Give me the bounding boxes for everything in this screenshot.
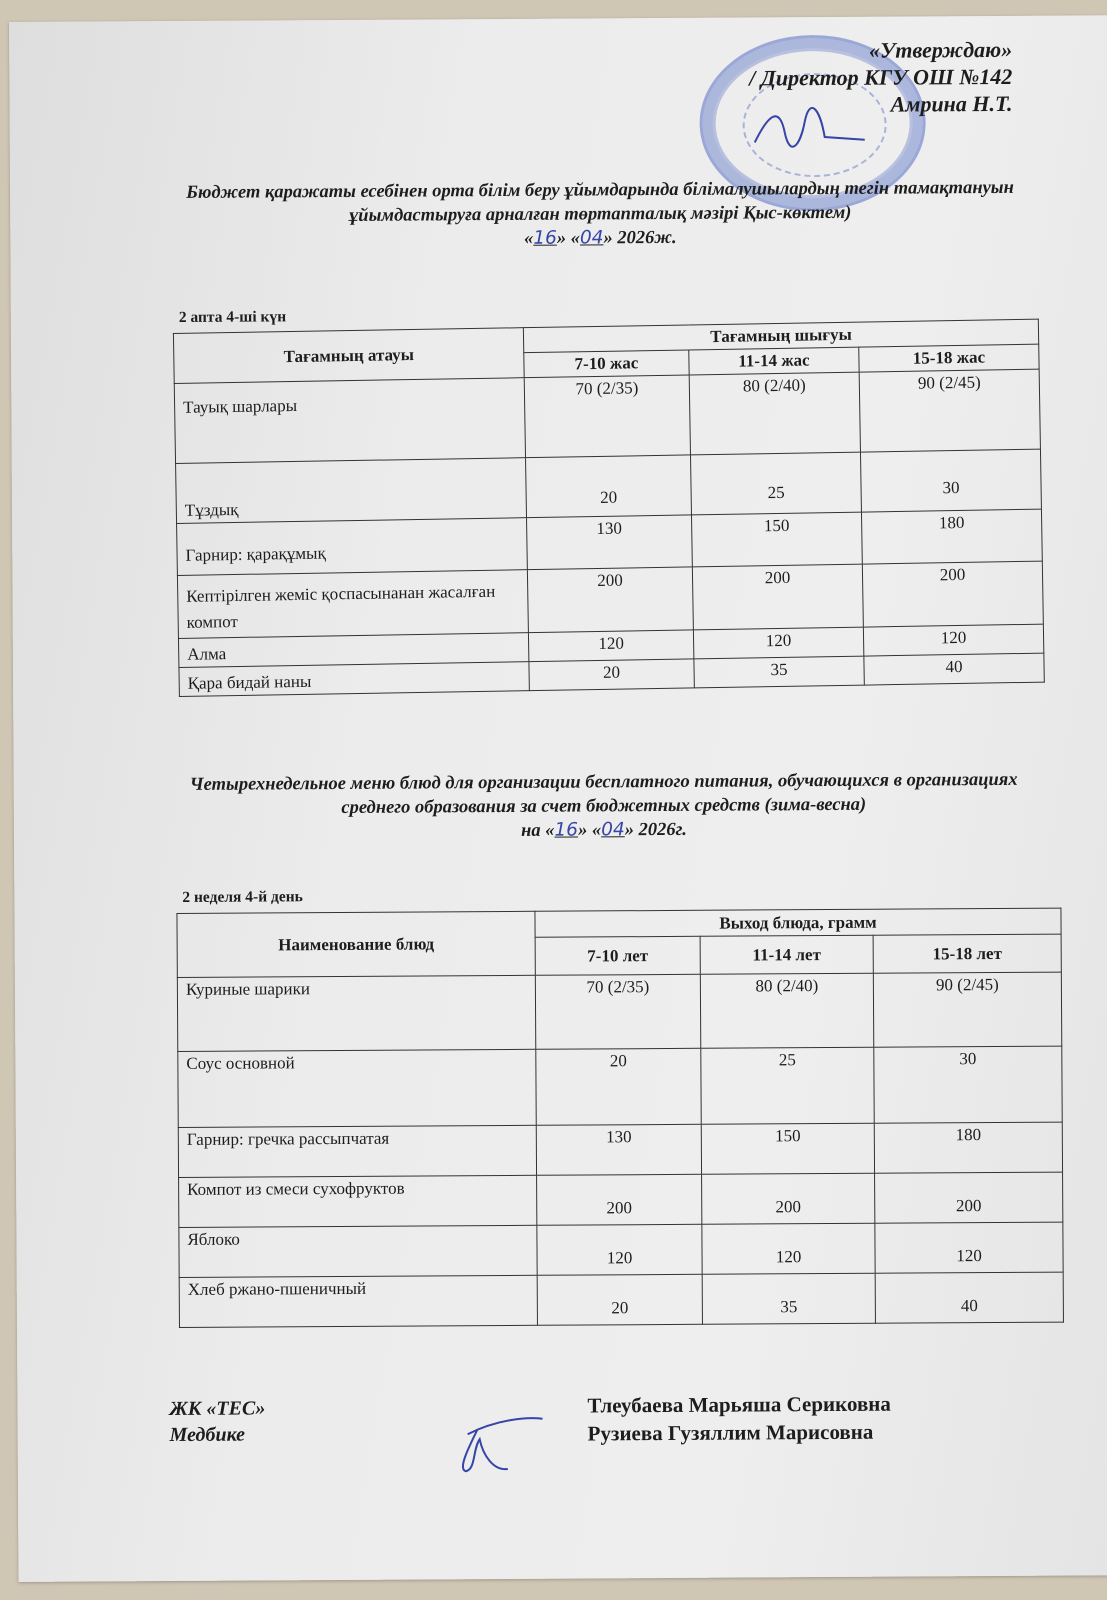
dish-name: Қара бидай наны — [179, 662, 529, 697]
dish-value: 130 — [527, 515, 693, 570]
kz-title-text: Бюджет қаражаты есебінен орта білім беру ұйымдарында білімалушылардың тегін тамақтануын ұйымдастыруға арналған төртапталық мәзірі Қыс-көктем) — [186, 177, 1014, 226]
date-suffix: » 2026ж. — [603, 227, 677, 249]
kz-col-header: 7-10 жас — [524, 350, 689, 378]
dish-name: Алма — [178, 633, 528, 668]
ru-name-header: Наименование блюд — [177, 911, 535, 977]
signatory-name: Рузиева Гузяллим Марисовна — [587, 1419, 874, 1446]
dish-value: 80 (2/40) — [700, 973, 873, 1048]
dish-value: 200 — [527, 567, 693, 633]
date-prefix: на « — [521, 820, 555, 841]
ru-date-line — [164, 816, 1044, 845]
dish-value: 80 (2/40) — [689, 372, 860, 455]
kz-date-month: 04 — [579, 227, 604, 249]
dish-value: 25 — [690, 452, 861, 515]
dish-value: 120 — [537, 1224, 702, 1275]
kz-date-day: 16 — [533, 227, 557, 249]
signatory-name: Тлеубаева Марьяша Сериковна — [587, 1391, 891, 1418]
dish-value: 35 — [702, 1273, 875, 1324]
dish-name: Хлеб ржано-пшеничный — [179, 1275, 537, 1327]
dish-name: Кептірілген жеміс қоспасынанан жасалған компот — [177, 570, 528, 639]
ru-col-header: 15-18 лет — [873, 934, 1061, 973]
ru-date-day: 16 — [554, 819, 579, 841]
dish-name: Куриные шарики — [177, 975, 535, 1051]
kz-name-header: Тағамның атауы — [173, 328, 524, 384]
ru-col-header: 11-14 лет — [700, 935, 873, 974]
dish-value: 200 — [537, 1174, 702, 1225]
ru-menu-title — [164, 768, 1044, 845]
dish-value: 130 — [536, 1124, 701, 1175]
approval-name: Амрина Н.Т. — [890, 90, 1013, 117]
dish-value: 120 — [528, 630, 693, 662]
dish-value: 20 — [537, 1274, 702, 1325]
dish-value: 200 — [875, 1172, 1063, 1223]
dish-value: 25 — [701, 1047, 874, 1124]
ru-col-header: 7-10 лет — [535, 936, 700, 975]
ru-day-label: 2 неделя 4-й день — [182, 888, 303, 906]
footer-organization — [169, 1395, 265, 1448]
dish-value: 40 — [864, 653, 1044, 685]
kz-group-header: Тағамның шығуы — [523, 319, 1038, 353]
date-prefix: « — [523, 228, 534, 249]
dish-name: Яблоко — [179, 1225, 537, 1277]
dish-value: 180 — [874, 1122, 1062, 1173]
ru-title-text: Четырехнедельное меню блюд для организации бесплатного питания, обучающихся в организациях среднего образования за счет бюджетных средств (зима-весна) — [189, 769, 1018, 818]
dish-value: 120 — [693, 627, 863, 659]
dish-value: 150 — [691, 512, 862, 567]
nurse-label: Медбике — [169, 1423, 246, 1447]
date-mid: » « — [577, 820, 602, 841]
date-suffix: » 2026г. — [624, 819, 687, 841]
approval-position: / Директор КГУ ОШ №142 — [749, 63, 1013, 91]
ru-group-header: Выход блюда, грамм — [535, 908, 1061, 937]
table-row — [179, 1222, 1063, 1277]
dish-value: 20 — [536, 1048, 701, 1125]
kz-col-header: 15-18 жас — [859, 344, 1039, 372]
dish-name: Гарнир: қарақұмық — [177, 518, 528, 576]
dish-value: 70 (2/35) — [524, 375, 690, 458]
dish-value: 40 — [875, 1272, 1063, 1323]
director-signature-icon — [750, 102, 870, 153]
dish-value: 200 — [862, 561, 1043, 627]
kz-menu-table — [173, 319, 1045, 697]
ru-date-month: 04 — [601, 819, 625, 841]
dish-value: 180 — [861, 509, 1042, 564]
table-row — [178, 1046, 1062, 1127]
kz-col-header: 11-14 жас — [689, 347, 859, 375]
nurse-signature-icon — [437, 1409, 547, 1480]
dish-value: 35 — [694, 656, 864, 688]
dish-value: 200 — [692, 564, 863, 630]
dish-value: 30 — [860, 449, 1041, 512]
table-row — [179, 1272, 1063, 1327]
dish-value: 120 — [875, 1222, 1063, 1273]
dish-value: 120 — [702, 1223, 875, 1274]
kz-menu-title — [160, 176, 1040, 253]
dish-value: 90 (2/45) — [859, 369, 1040, 452]
table-row — [177, 972, 1061, 1051]
table-row — [178, 1122, 1062, 1177]
dish-value: 70 (2/35) — [535, 974, 700, 1049]
kz-day-label: 2 апта 4-ші күн — [178, 308, 287, 326]
document-page — [9, 15, 1107, 1582]
dish-value: 120 — [863, 624, 1043, 656]
organization-name: ЖК «ТЕС» — [169, 1397, 266, 1421]
dish-value: 30 — [874, 1046, 1062, 1123]
dish-name: Гарнир: гречка рассыпчатая — [178, 1125, 536, 1177]
ru-menu-table — [176, 908, 1064, 1328]
dish-name: Тұздық — [176, 458, 527, 524]
dish-value: 200 — [702, 1173, 875, 1224]
dish-value: 20 — [526, 455, 692, 518]
footer-signatories — [587, 1390, 891, 1448]
date-mid: » « — [556, 228, 581, 249]
approval-heading: «Утверждаю» — [868, 36, 1013, 63]
dish-value: 90 (2/45) — [873, 972, 1061, 1047]
table-row — [179, 1172, 1063, 1227]
table-row — [174, 369, 1040, 463]
dish-value: 150 — [701, 1123, 874, 1174]
dish-name: Тауық шарлары — [174, 378, 525, 464]
dish-value: 20 — [529, 659, 694, 691]
dish-name: Компот из смеси сухофруктов — [179, 1175, 537, 1227]
dish-name: Соус основной — [178, 1049, 536, 1127]
kz-date-line — [160, 224, 1040, 253]
